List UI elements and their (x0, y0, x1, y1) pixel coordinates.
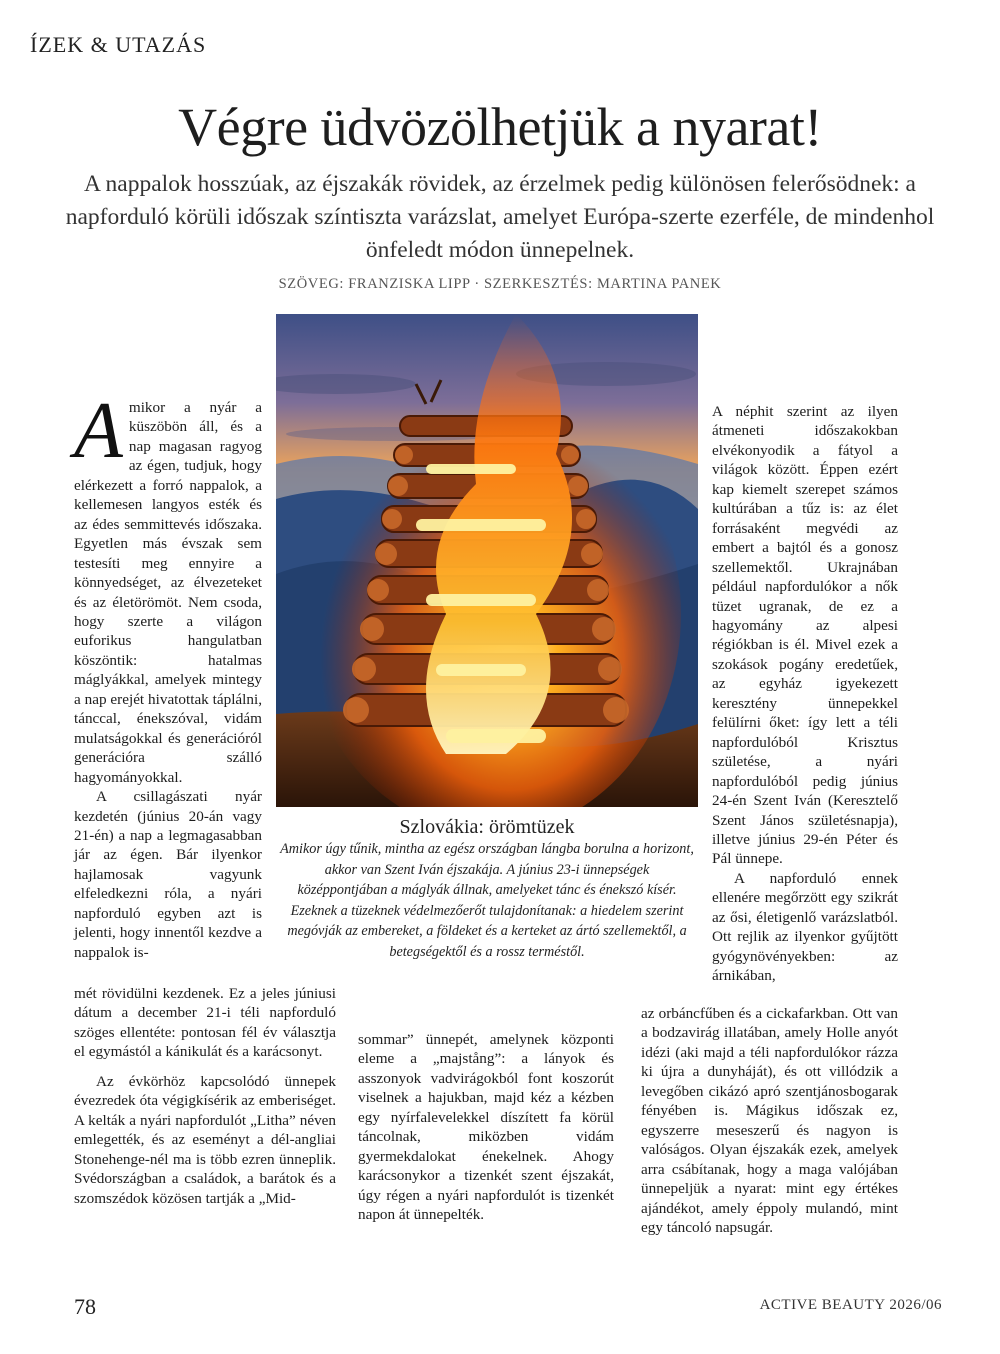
body-column-1-lower (74, 984, 336, 1208)
drop-cap: A (74, 387, 123, 475)
paragraph-1: mikor a nyár a küszöbön áll, és a nap magasan ragyog az égen, tudjuk, hogy elérkezett a forró nappalok, a kellemesen langyos esték és az édes semmittevés időszaka. Egyetlen más évszak sem testesíti meg ennyire a könnyedséget, az élvezeteket és az életörömöt. Nem csoda, hogy szerte a világon euforikus hangulatban köszöntik: hatalmas máglyákkal, amelyek mintegy a nap erejét hivatottak táplálni, tánccal, énekszóval, vidám mulatságokkal és generációról generációra szálló hagyományokkal. (74, 399, 262, 786)
paragraph-5: A napforduló ennek ellenére megőrzött egy szikrát az ősi, életigenlő varázslatból. Ott rejlik az ilyenkor gyűjtött gyógynövényekben: az árnikában, (712, 869, 898, 985)
article-title: Végre üdvözölhetjük a nyarat! (178, 97, 822, 157)
body-column-3-lower (641, 1004, 898, 1237)
article-lead: A nappalok hosszúak, az éjszakák rövidek, az érzelmek pedig különösen felerősödnek: a napforduló körüli időszak színtiszta varázslat, amelyet Európa-szerte ezerféle, de mindenhol önfeledt módon ünnepelnek. (65, 171, 935, 263)
paragraph-4: A néphit szerint az ilyen átmeneti időszakokban elvékonyodik a fátyol a világok között. Éppen ezért kap kiemelt szerepet számos kultúrában a tűz is: az élet forrásaként megvédi az embert a bajtól és a gonosz szellemektől. Ukrajnában például napfordulókor a nők tüzet ugranak, de ez a hagyomány az alpesi régiókban is él. Mivel ezek a szokások pogány eredetűek, az egyház igyekezett keresztény ünnepekkel felülírni őket: így lett a téli napfordulóból Krisztus születése, a nyári napfordulóból pedig június 24-én Szent Iván (Keresztelő Szent János születésnapja), illetve június 29-én Péter és Pál ünnepe. (712, 403, 898, 868)
caption-text: Amikor úgy tűnik, mintha az egész országban lángba borulna a horizont, akkor van Szent Iván éjszakája. A június 23-i ünnepségek középpontjában a máglyák állnak, amelyeket tánc és énekszó kísér. Ezeknek a tüzeknek védelmezőerőt tulajdonítanak: a hiedelem szerint megóvják az embereket, a földeket és a kerteket az ártó szellemektől, a betegségektől és a rossz terméstől. (280, 841, 694, 960)
paragraph-3: Az évkörhöz kapcsolódó ünnepek évezredek óta végigkísérik az emberiséget. A kelták a nyári napfordulót „Litha” néven emlegették, és az eseményt a dél-angliai Stonehenge-nél ma is több ezren ünneplik. Svédországban a családok, a barátok és a szomszédok közösen tartják a „Mid- (74, 1072, 336, 1207)
paragraph-3-cont: sommar” ünnepét, amelynek központi eleme a „majstång”: a lányok és asszonyok vadvirágokból font koszorút viselnek a hajukban, majd kéz a kézben egy nyírfalevelekkel díszített fa körül táncolnak, miközben vidám gyermekdalokat énekelnek. Ahogy karácsonykor a tizenkét szent éjszakát, úgy régen a nyári napfordulót is tizenkét napon át ünnepelték. (358, 1031, 614, 1224)
paragraph-2: A csillagászati nyár kezdetén (június 20-án vagy 21-én) a nap a legmagasabban jár az égen. Bár ilyenkor hajlamosak vagyunk elfeledkezni róla, a nyári napforduló egyben azt is jelenti, hogy innentől kezdve a nappalok is- (74, 788, 262, 961)
section-label: ÍZEK & UTAZÁS (30, 32, 207, 57)
body-column-1 (74, 387, 262, 962)
page-number: 78 (74, 1294, 96, 1319)
body-column-3 (712, 402, 898, 986)
magazine-issue: ACTIVE BEAUTY 2026/06 (759, 1297, 942, 1313)
paragraph-2-cont: mét rövidülni kezdenek. Ez a jeles júniusi dátum a december 21-i téli napforduló szöges ellentéte: pontosan fél év választja el egymástól a kánikulát és a karácsonyt. (74, 985, 336, 1061)
paragraph-5-cont: az orbáncfűben és a cickafarkban. Ott van a bodzavirág illatában, amely Holle anyót idézi (aki majd a téli napfordulókor rázza ki újra a dunyháját), és ott villódzik a levegőben cikázó apró szentjánosbogarak fényében is. Mágikus időszak ez, egyszerre meseszerű és nagyon is valóságos. Olyan éjszakák ezek, amelyek arra csábítanak, hogy a maga valójában ünnepeljük a nyarat: mint egy értékes ajándékot, amely éppoly mulandó, mint egy táncoló napsugár. (641, 1005, 898, 1236)
caption-title: Szlovákia: örömtüzek (399, 816, 575, 838)
article-credits: SZÖVEG: FRANZISKA LIPP · SZERKESZTÉS: MARTINA PANEK (278, 276, 722, 292)
bonfire-photo (276, 314, 698, 807)
body-column-2 (358, 1030, 614, 1225)
